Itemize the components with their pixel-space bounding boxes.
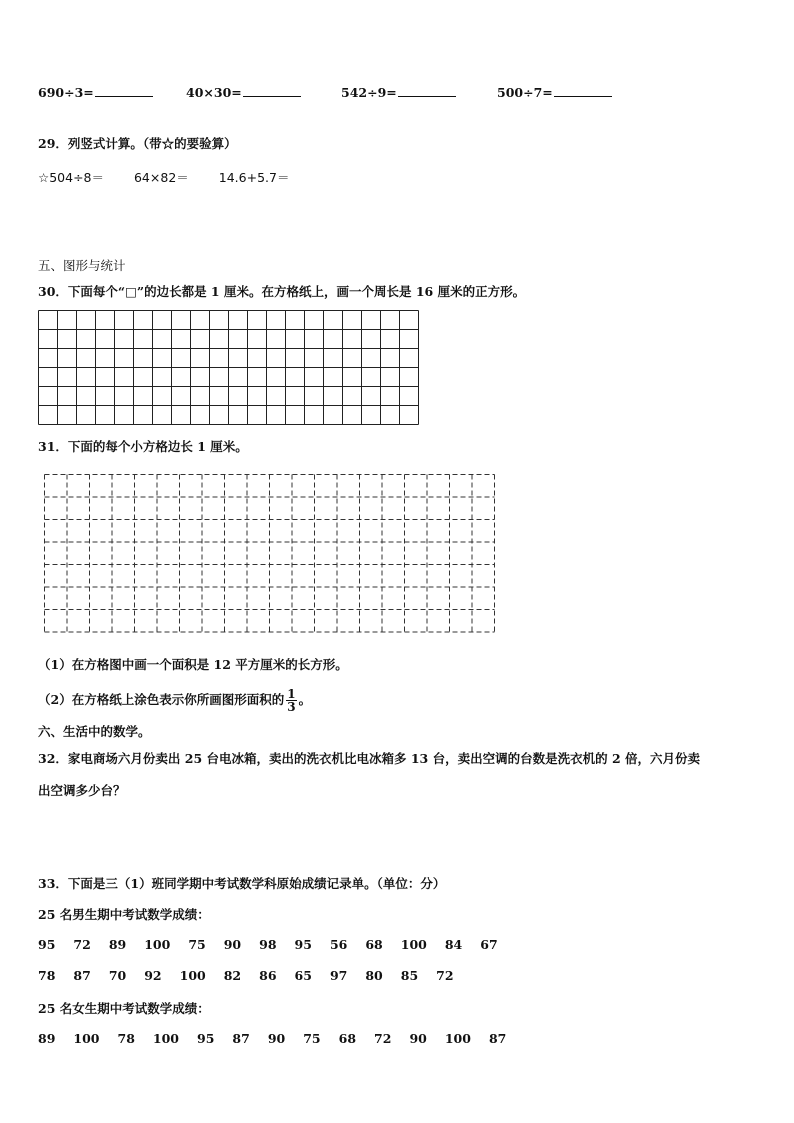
score-value: 97 [329,968,348,983]
score-value: 100 [152,1031,179,1046]
score-value: 87 [73,968,91,983]
score-value: 87 [488,1031,507,1046]
q29-item: 14.6+5.7＝ [218,170,290,185]
answer-blank[interactable] [243,84,301,97]
boys-scores-row-2 [38,968,472,983]
score-value: 84 [444,937,463,952]
q31-sub1: （1）在方格图中画一个面积是 12 平方厘米的长方形。 [38,657,348,672]
score-value: 72 [436,968,454,983]
score-value: 67 [480,937,498,952]
q33-title: 33．下面是三（1）班同学期中考试数学科原始成绩记录单。（单位：分） [38,876,446,891]
score-value: 78 [117,1031,135,1046]
q29-title: 29．列竖式计算。（带☆的要验算） [38,136,237,151]
score-value: 95 [38,937,56,952]
score-value: 82 [223,968,242,983]
score-value: 100 [444,1031,471,1046]
q29-item: 64×82＝ [133,170,189,185]
score-value: 78 [38,968,56,983]
score-value: 95 [294,937,312,952]
fraction: $\frac{1}{3}$ [287,687,296,714]
score-value: 70 [108,968,127,983]
score-value: 89 [38,1031,56,1046]
square-grid[interactable] [38,310,420,426]
calc-item: 500÷7= [497,84,612,100]
q29-items [38,168,315,186]
score-value: 68 [365,937,383,952]
score-value: 95 [197,1031,215,1046]
score-value: 100 [400,937,427,952]
girls-scores-row-1 [38,1031,524,1046]
q32-line1: 32．家电商场六月份卖出 25 台电冰箱，卖出的洗衣机比电冰箱多 13 台，卖出空调的台数是洗衣机的 2 倍，六月份卖 [38,751,700,766]
score-value: 56 [329,937,348,952]
calc-item: 542÷9= [341,84,456,100]
score-value: 68 [338,1031,357,1046]
score-value: 100 [179,968,206,983]
section-5-title: 五、图形与统计 [38,258,126,273]
score-value: 65 [294,968,312,983]
boys-label: 25 名男生期中考试数学成绩： [38,907,210,922]
section-6-title: 六、生活中的数学。 [38,724,151,739]
score-value: 98 [259,937,277,952]
score-value: 87 [232,1031,250,1046]
score-value: 90 [223,937,242,952]
dashed-grid[interactable] [44,474,498,634]
calc-item: 40×30= [186,84,301,100]
score-value: 90 [267,1031,286,1046]
answer-blank[interactable] [398,84,456,97]
score-value: 89 [108,937,127,952]
score-value: 92 [144,968,162,983]
calc-item: 690÷3= [38,84,153,100]
q31-sub2: （2）在方格纸上涂色表示你所画图形面积的 $\frac{1}{3}$ 。 [38,687,312,714]
q30-title: 30．下面每个“□”的边长都是 1 厘米。在方格纸上，画一个周长是 16 厘米的正方形。 [38,284,526,299]
score-value: 75 [303,1031,321,1046]
score-value: 90 [409,1031,427,1046]
score-value: 80 [365,968,383,983]
q32-line2: 出空调多少台？ [38,783,126,798]
score-value: 100 [73,1031,100,1046]
score-value: 85 [400,968,419,983]
boys-scores-row-1 [38,937,516,952]
score-value: 72 [374,1031,392,1046]
answer-blank[interactable] [554,84,612,97]
score-value: 100 [144,937,171,952]
score-value: 75 [188,937,206,952]
calc-row [38,84,638,102]
score-value: 72 [73,937,91,952]
q31-title: 31．下面的每个小方格边长 1 厘米。 [38,439,248,454]
score-value: 86 [259,968,277,983]
answer-blank[interactable] [95,84,153,97]
q29-item: ☆504÷8＝ [38,170,104,185]
girls-label: 25 名女生期中考试数学成绩： [38,1001,210,1016]
